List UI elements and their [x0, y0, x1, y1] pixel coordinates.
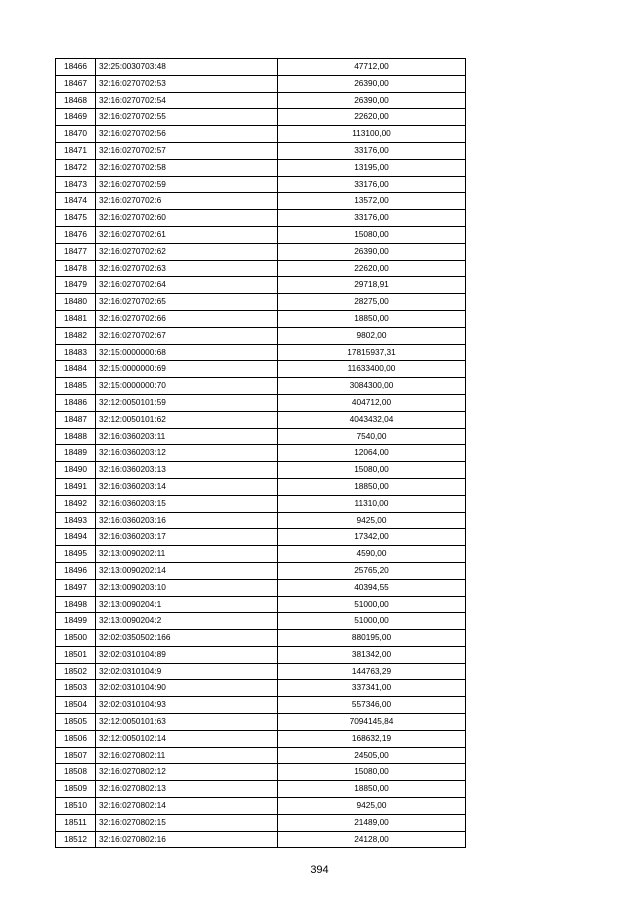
cadastral-number-cell: 32:13:0090204:1	[96, 596, 278, 613]
cadastral-number-cell: 32:16:0270702:60	[96, 210, 278, 227]
table-row	[56, 512, 466, 529]
value-cell: 7540,00	[278, 428, 466, 445]
row-number-cell: 18474	[56, 193, 96, 210]
row-number-cell: 18494	[56, 529, 96, 546]
value-cell: 26390,00	[278, 243, 466, 260]
value-cell: 168632,19	[278, 730, 466, 747]
table-row	[56, 764, 466, 781]
row-number-cell: 18508	[56, 764, 96, 781]
table-row	[56, 646, 466, 663]
row-number-cell: 18501	[56, 646, 96, 663]
row-number-cell: 18506	[56, 730, 96, 747]
row-number-cell: 18477	[56, 243, 96, 260]
value-cell: 17815937,31	[278, 344, 466, 361]
cadastral-number-cell: 32:16:0270702:61	[96, 226, 278, 243]
row-number-cell: 18487	[56, 411, 96, 428]
cadastral-number-cell: 32:15:0000000:69	[96, 361, 278, 378]
value-cell: 18850,00	[278, 310, 466, 327]
table-row	[56, 697, 466, 714]
table-row	[56, 126, 466, 143]
row-number-cell: 18473	[56, 176, 96, 193]
value-cell: 13195,00	[278, 159, 466, 176]
cadastral-number-cell: 32:13:0090202:11	[96, 546, 278, 563]
cadastral-number-cell: 32:13:0090203:10	[96, 579, 278, 596]
row-number-cell: 18490	[56, 462, 96, 479]
cadastral-number-cell: 32:15:0000000:70	[96, 378, 278, 395]
value-cell: 18850,00	[278, 781, 466, 798]
value-cell: 113100,00	[278, 126, 466, 143]
cadastral-number-cell: 32:16:0270702:59	[96, 176, 278, 193]
value-cell: 18850,00	[278, 478, 466, 495]
table-row	[56, 445, 466, 462]
cadastral-number-cell: 32:13:0090202:14	[96, 562, 278, 579]
value-cell: 25765,20	[278, 562, 466, 579]
row-number-cell: 18491	[56, 478, 96, 495]
row-number-cell: 18482	[56, 327, 96, 344]
value-cell: 337341,00	[278, 680, 466, 697]
row-number-cell: 18468	[56, 92, 96, 109]
table-row	[56, 394, 466, 411]
cadastral-number-cell: 32:16:0360203:14	[96, 478, 278, 495]
page-number: 394	[310, 864, 329, 876]
value-cell: 33176,00	[278, 210, 466, 227]
row-number-cell: 18495	[56, 546, 96, 563]
table-row	[56, 579, 466, 596]
table-row	[56, 663, 466, 680]
value-cell: 29718,91	[278, 277, 466, 294]
cadastral-number-cell: 32:02:0310104:93	[96, 697, 278, 714]
table-row	[56, 361, 466, 378]
table-row	[56, 109, 466, 126]
value-cell: 144763,29	[278, 663, 466, 680]
value-cell: 9425,00	[278, 798, 466, 815]
row-number-cell: 18469	[56, 109, 96, 126]
table-row	[56, 378, 466, 395]
row-number-cell: 18507	[56, 747, 96, 764]
table-row	[56, 210, 466, 227]
value-cell: 15080,00	[278, 764, 466, 781]
table-row	[56, 411, 466, 428]
cadastral-number-cell: 32:12:0050101:62	[96, 411, 278, 428]
table-row	[56, 680, 466, 697]
cadastral-number-cell: 32:16:0270702:65	[96, 294, 278, 311]
value-cell: 17342,00	[278, 529, 466, 546]
table-row	[56, 310, 466, 327]
cadastral-number-cell: 32:02:0310104:9	[96, 663, 278, 680]
table-row	[56, 546, 466, 563]
table-row	[56, 462, 466, 479]
table-row	[56, 798, 466, 815]
table-row	[56, 226, 466, 243]
row-number-cell: 18481	[56, 310, 96, 327]
value-cell: 381342,00	[278, 646, 466, 663]
value-cell: 22620,00	[278, 260, 466, 277]
table-row	[56, 75, 466, 92]
row-number-cell: 18497	[56, 579, 96, 596]
value-cell: 12064,00	[278, 445, 466, 462]
table-row	[56, 814, 466, 831]
row-number-cell: 18475	[56, 210, 96, 227]
table-row	[56, 59, 466, 76]
value-cell: 28275,00	[278, 294, 466, 311]
table-row	[56, 142, 466, 159]
value-cell: 22620,00	[278, 109, 466, 126]
row-number-cell: 18486	[56, 394, 96, 411]
row-number-cell: 18505	[56, 714, 96, 731]
table-row	[56, 193, 466, 210]
cadastral-number-cell: 32:16:0360203:15	[96, 495, 278, 512]
value-cell: 9802,00	[278, 327, 466, 344]
cadastral-number-cell: 32:16:0360203:13	[96, 462, 278, 479]
row-number-cell: 18484	[56, 361, 96, 378]
row-number-cell: 18472	[56, 159, 96, 176]
value-cell: 33176,00	[278, 142, 466, 159]
cadastral-number-cell: 32:16:0270702:62	[96, 243, 278, 260]
table-row	[56, 613, 466, 630]
cadastral-number-cell: 32:12:0050102:14	[96, 730, 278, 747]
row-number-cell: 18503	[56, 680, 96, 697]
cadastral-number-cell: 32:16:0270702:56	[96, 126, 278, 143]
table-row	[56, 176, 466, 193]
row-number-cell: 18512	[56, 831, 96, 848]
cadastral-number-cell: 32:16:0270702:53	[96, 75, 278, 92]
table-row	[56, 529, 466, 546]
table-row	[56, 596, 466, 613]
value-cell: 7094145,84	[278, 714, 466, 731]
row-number-cell: 18510	[56, 798, 96, 815]
cadastral-number-cell: 32:13:0090204:2	[96, 613, 278, 630]
cadastral-number-cell: 32:16:0270702:58	[96, 159, 278, 176]
value-cell: 24505,00	[278, 747, 466, 764]
table-row	[56, 159, 466, 176]
value-cell: 51000,00	[278, 613, 466, 630]
row-number-cell: 18509	[56, 781, 96, 798]
row-number-cell: 18480	[56, 294, 96, 311]
value-cell: 15080,00	[278, 462, 466, 479]
table-row	[56, 630, 466, 647]
table-row	[56, 562, 466, 579]
row-number-cell: 18471	[56, 142, 96, 159]
cadastral-number-cell: 32:16:0270802:11	[96, 747, 278, 764]
row-number-cell: 18499	[56, 613, 96, 630]
value-cell: 26390,00	[278, 75, 466, 92]
row-number-cell: 18511	[56, 814, 96, 831]
value-cell: 11310,00	[278, 495, 466, 512]
cadastral-number-cell: 32:16:0270702:54	[96, 92, 278, 109]
cadastral-number-cell: 32:16:0360203:12	[96, 445, 278, 462]
row-number-cell: 18504	[56, 697, 96, 714]
row-number-cell: 18476	[56, 226, 96, 243]
table-row	[56, 243, 466, 260]
value-cell: 9425,00	[278, 512, 466, 529]
cadastral-number-cell: 32:15:0000000:68	[96, 344, 278, 361]
cadastral-number-cell: 32:16:0270802:13	[96, 781, 278, 798]
value-cell: 15080,00	[278, 226, 466, 243]
table-row	[56, 495, 466, 512]
table-row	[56, 428, 466, 445]
value-cell: 40394,55	[278, 579, 466, 596]
cadastral-number-cell: 32:16:0270702:66	[96, 310, 278, 327]
cadastral-number-cell: 32:16:0270802:16	[96, 831, 278, 848]
row-number-cell: 18467	[56, 75, 96, 92]
table-row	[56, 747, 466, 764]
row-number-cell: 18488	[56, 428, 96, 445]
value-cell: 51000,00	[278, 596, 466, 613]
row-number-cell: 18485	[56, 378, 96, 395]
cadastral-number-cell: 32:02:0350502:166	[96, 630, 278, 647]
cadastral-number-cell: 32:16:0360203:16	[96, 512, 278, 529]
cadastral-number-cell: 32:16:0270702:6	[96, 193, 278, 210]
value-cell: 404712,00	[278, 394, 466, 411]
cadastral-number-cell: 32:12:0050101:59	[96, 394, 278, 411]
row-number-cell: 18466	[56, 59, 96, 76]
table-row	[56, 344, 466, 361]
cadastral-number-cell: 32:16:0360203:17	[96, 529, 278, 546]
cadastral-number-cell: 32:25:0030703:48	[96, 59, 278, 76]
value-cell: 3084300,00	[278, 378, 466, 395]
cadastral-number-cell: 32:16:0270802:14	[96, 798, 278, 815]
cadastral-number-cell: 32:16:0270702:55	[96, 109, 278, 126]
value-cell: 21489,00	[278, 814, 466, 831]
value-cell: 33176,00	[278, 176, 466, 193]
cadastral-number-cell: 32:16:0270702:57	[96, 142, 278, 159]
table-row	[56, 327, 466, 344]
cadastral-number-cell: 32:12:0050101:63	[96, 714, 278, 731]
cadastral-number-cell: 32:16:0270802:12	[96, 764, 278, 781]
cadastral-number-cell: 32:16:0270802:15	[96, 814, 278, 831]
row-number-cell: 18498	[56, 596, 96, 613]
cadastral-number-cell: 32:16:0270702:63	[96, 260, 278, 277]
table-row	[56, 781, 466, 798]
value-cell: 557346,00	[278, 697, 466, 714]
row-number-cell: 18500	[56, 630, 96, 647]
value-cell: 11633400,00	[278, 361, 466, 378]
value-cell: 4590,00	[278, 546, 466, 563]
data-table	[55, 58, 466, 848]
row-number-cell: 18493	[56, 512, 96, 529]
value-cell: 880195,00	[278, 630, 466, 647]
value-cell: 47712,00	[278, 59, 466, 76]
table-row	[56, 277, 466, 294]
row-number-cell: 18489	[56, 445, 96, 462]
table-row	[56, 478, 466, 495]
table-row	[56, 730, 466, 747]
table-row	[56, 714, 466, 731]
row-number-cell: 18470	[56, 126, 96, 143]
row-number-cell: 18496	[56, 562, 96, 579]
cadastral-number-cell: 32:16:0270702:67	[96, 327, 278, 344]
table-row	[56, 92, 466, 109]
cadastral-number-cell: 32:16:0360203:11	[96, 428, 278, 445]
cadastral-number-cell: 32:16:0270702:64	[96, 277, 278, 294]
value-cell: 24128,00	[278, 831, 466, 848]
row-number-cell: 18479	[56, 277, 96, 294]
table-row	[56, 831, 466, 848]
table-body	[56, 59, 466, 848]
row-number-cell: 18478	[56, 260, 96, 277]
row-number-cell: 18502	[56, 663, 96, 680]
value-cell: 13572,00	[278, 193, 466, 210]
value-cell: 26390,00	[278, 92, 466, 109]
cadastral-number-cell: 32:02:0310104:89	[96, 646, 278, 663]
table-row	[56, 260, 466, 277]
row-number-cell: 18483	[56, 344, 96, 361]
table-row	[56, 294, 466, 311]
cadastral-number-cell: 32:02:0310104:90	[96, 680, 278, 697]
value-cell: 4043432,04	[278, 411, 466, 428]
row-number-cell: 18492	[56, 495, 96, 512]
